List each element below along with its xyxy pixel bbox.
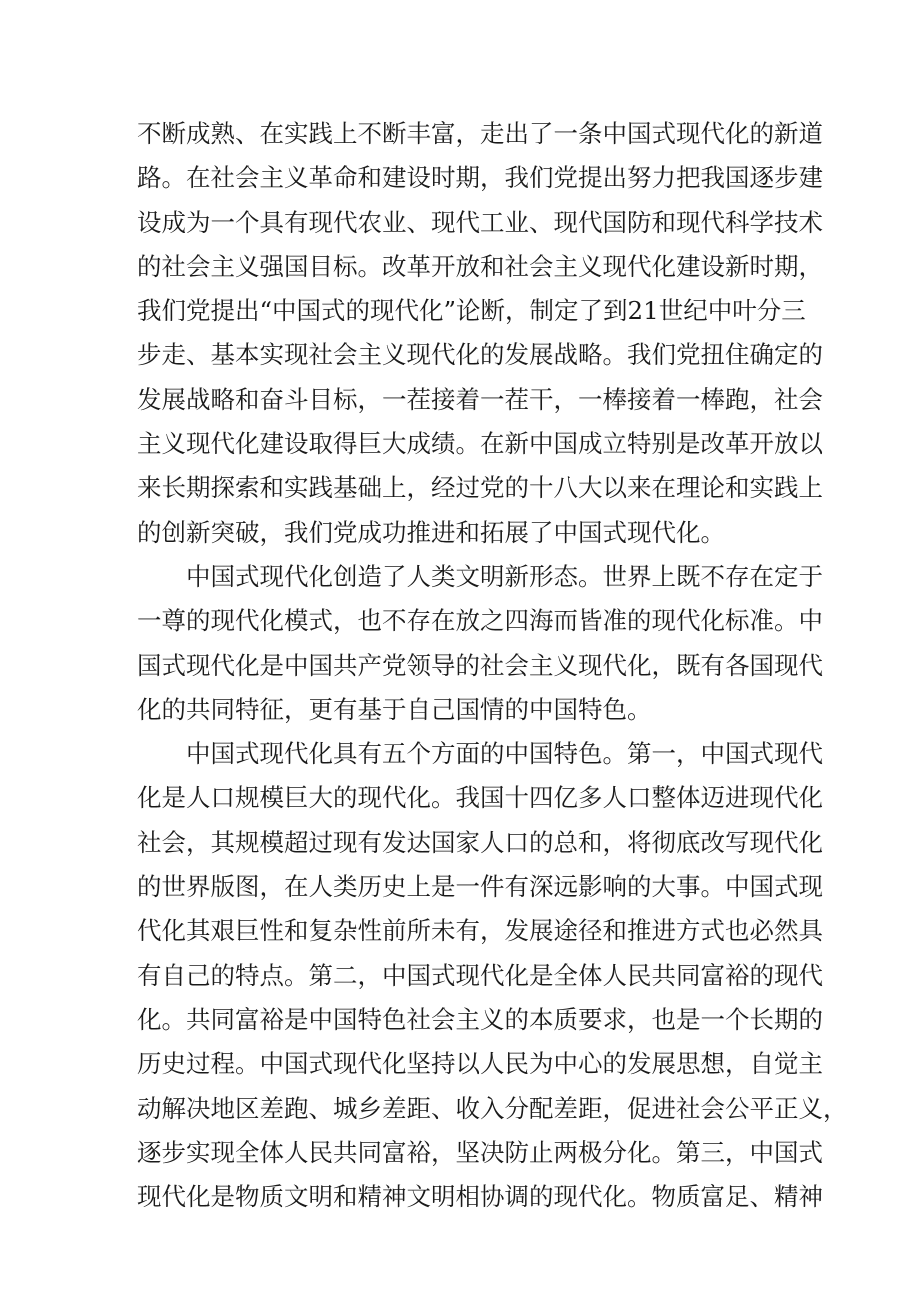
text-line: 我们党提出“中国式的现代化”论断，制定了到21世纪中叶分三 <box>137 296 806 326</box>
text-line: 步走、基本实现社会主义现代化的发展战略。我们党扭住确定的 <box>137 340 823 370</box>
text-line: 中国式现代化创造了人类文明新形态。世界上既不存在定于 <box>186 561 823 591</box>
text-line: 化的共同特征，更有基于自己国情的中国特色。 <box>137 694 652 724</box>
text-line: 中国式现代化具有五个方面的中国特色。第一，中国式现代 <box>186 739 823 769</box>
text-line: 社会，其规模超过现有发达国家人口的总和，将彻底改写现代化 <box>137 827 823 857</box>
text-line: 代化其艰巨性和复杂性前所未有，发展途径和推进方式也必然具 <box>137 916 823 946</box>
text-line: 主义现代化建设取得巨大成绩。在新中国成立特别是改革开放以 <box>137 429 823 459</box>
text-line: 的创新突破，我们党成功推进和拓展了中国式现代化。 <box>137 517 725 547</box>
paragraph-3 <box>137 732 848 1219</box>
text-line: 设成为一个具有现代农业、现代工业、现代国防和现代科学技术 <box>137 207 823 237</box>
text-line: 的社会主义强国目标。改革开放和社会主义现代化建设新时期， <box>137 251 823 281</box>
text-line: 国式现代化是中国共产党领导的社会主义现代化，既有各国现代 <box>137 650 823 680</box>
text-line: 有自己的特点。第二，中国式现代化是全体人民共同富裕的现代 <box>137 960 823 990</box>
text-line: 现代化是物质文明和精神文明相协调的现代化。物质富足、精神 <box>137 1182 823 1212</box>
document-body <box>137 112 848 1219</box>
text-line: 不断成熟、在实践上不断丰富，走出了一条中国式现代化的新道 <box>137 119 823 148</box>
text-line: 化。共同富裕是中国特色社会主义的本质要求，也是一个长期的 <box>137 1004 823 1034</box>
text-line: 的世界版图，在人类历史上是一件有深远影响的大事。中国式现 <box>137 872 823 902</box>
text-line: 历史过程。中国式现代化坚持以人民为中心的发展思想，自觉主 <box>137 1049 823 1079</box>
text-line: 发展战略和奋斗目标，一茬接着一茬干，一棒接着一棒跑，社会 <box>137 384 823 414</box>
text-line: 动解决地区差跑、城乡差距、收入分配差距，促进社会公平正义， <box>137 1093 848 1123</box>
text-line: 一尊的现代化模式，也不存在放之四海而皆准的现代化标准。中 <box>137 606 823 636</box>
text-line: 路。在社会主义革命和建设时期，我们党提出努力把我国逐步建 <box>137 163 823 193</box>
text-line: 化是人口规模巨大的现代化。我国十四亿多人口整体迈进现代化 <box>137 783 823 813</box>
text-line: 来长期探索和实践基础上，经过党的十八大以来在理论和实践上 <box>137 473 823 503</box>
text-line: 逐步实现全体人民共同富裕，坚决防止两极分化。第三，中国式 <box>137 1137 823 1167</box>
paragraph-2 <box>137 555 823 732</box>
paragraph-1 <box>137 112 823 555</box>
